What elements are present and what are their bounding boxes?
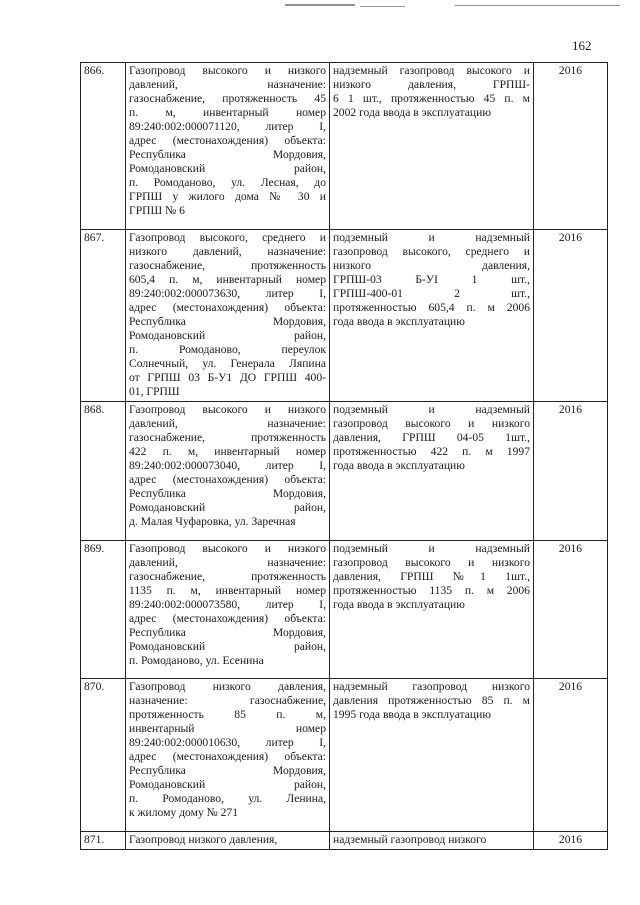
text-line: 01, ГРПШ <box>129 385 180 398</box>
text-line: давлений, назначение: <box>129 556 326 569</box>
year-cell: 2016 <box>534 541 608 679</box>
text-line: давления, ГРПШ 04-05 1шт., <box>333 431 530 444</box>
table-row <box>81 679 608 832</box>
text-line: газоснабжение, протяженность <box>129 431 326 444</box>
text-line: назначение: газоснабжение, <box>129 694 326 707</box>
row-number: 867. <box>81 230 126 402</box>
text-line: ГРПШ у жилого дома № 30 и <box>129 190 326 203</box>
text-line: Ромодановский район, <box>129 501 326 514</box>
text-line: Солнечный, ул. Генерала Ляпина <box>129 357 326 370</box>
text-line: Газопровод высокого и низкого <box>129 403 326 416</box>
text-line: п. Ромоданово, переулок <box>129 343 326 356</box>
text-line: давления протяженностью 85 п. м <box>333 694 530 707</box>
text-line: Республика Мордовия, <box>129 315 326 328</box>
object-description-cell <box>330 541 534 679</box>
table-row <box>81 63 608 230</box>
text-line: Газопровод низкого давления, <box>129 680 326 693</box>
row-number: 866. <box>81 63 126 230</box>
text-line: протяженностью 422 п. м 1997 <box>333 445 530 458</box>
text-line: Республика Мордовия, <box>129 626 326 639</box>
text-line: адрес (местонахождения) объекта: <box>129 750 326 763</box>
property-registry-table <box>80 62 608 850</box>
text-line: Ромодановский район, <box>129 329 326 342</box>
text-line: 89:240:002:000073040, литер I, <box>129 459 326 472</box>
page-number: 162 <box>572 38 592 53</box>
year-cell: 2016 <box>534 402 608 541</box>
text-line: 6 1 шт., протяженностью 45 п. м <box>333 92 530 105</box>
year-cell: 2016 <box>534 230 608 402</box>
text-line: газопровод высокого, среднего и <box>333 245 530 258</box>
text-line: газоснабжение, протяженность 45 <box>129 92 326 105</box>
year-cell: 2016 <box>534 832 608 850</box>
row-number: 871. <box>81 832 126 850</box>
text-line: 89:240:002:000073630, литер I, <box>129 287 326 300</box>
text-line: п. Ромоданово, ул. Лесная, до <box>129 176 326 189</box>
text-line: ГРПШ-400-01 2 шт., <box>333 287 530 300</box>
text-line: подземный и надземный <box>333 231 530 244</box>
text-line: инвентарный номер <box>129 722 326 735</box>
object-description-cell <box>330 63 534 230</box>
text-line: протяженностью 605,4 п. м 2006 <box>333 301 530 314</box>
text-line: подземный и надземный <box>333 542 530 555</box>
object-name-cell <box>126 541 330 679</box>
text-line: протяженностью 1135 п. м 2006 <box>333 584 530 597</box>
text-line: Газопровод высокого и низкого <box>129 542 326 555</box>
text-line: 89:240:002:000073580, литер I, <box>129 598 326 611</box>
text-line: Республика Мордовия, <box>129 764 326 777</box>
text-line: надземный газопровод высокого и <box>333 64 530 77</box>
table-row <box>81 230 608 402</box>
object-name-cell <box>126 63 330 230</box>
object-description-cell <box>330 402 534 541</box>
text-line: 89:240:002:000071120, литер I, <box>129 120 326 133</box>
text-line: низкого давлений, назначение: <box>129 245 326 258</box>
table-row <box>81 541 608 679</box>
text-line: д. Малая Чуфаровка, ул. Заречная <box>129 515 296 528</box>
year-cell: 2016 <box>534 679 608 832</box>
object-description-cell <box>330 230 534 402</box>
text-line: Газопровод высокого и низкого <box>129 64 326 77</box>
text-line: низкого давления, <box>333 259 530 272</box>
text-line: газоснабжение, протяженность <box>129 570 326 583</box>
row-number: 868. <box>81 402 126 541</box>
text-line: надземный газопровод низкого <box>333 680 530 693</box>
text-line: 1995 года ввода в эксплуатацию <box>333 708 491 721</box>
text-line: 1135 п. м, инвентарный номер <box>129 584 326 597</box>
text-line: п. м, инвентарный номер <box>129 106 326 119</box>
text-line: газопровод высокого и низкого <box>333 417 530 430</box>
text-line: газопровод высокого и низкого <box>333 556 530 569</box>
text-line: от ГРПШ 03 Б-У1 ДО ГРПШ 400- <box>129 371 326 384</box>
text-line: газоснабжение, протяженность <box>129 259 326 272</box>
text-line: Газопровод низкого давления, <box>129 833 278 846</box>
object-name-cell <box>126 832 330 850</box>
text-line: протяженность 85 п. м, <box>129 708 326 721</box>
text-line: адрес (местонахождения) объекта: <box>129 134 326 147</box>
scan-artifact-line <box>360 6 405 7</box>
object-name-cell <box>126 402 330 541</box>
text-line: Республика Мордовия, <box>129 148 326 161</box>
year-cell: 2016 <box>534 63 608 230</box>
text-line: 89:240:002:000010630, литер I, <box>129 736 326 749</box>
table-row <box>81 402 608 541</box>
text-line: к жилому дому № 271 <box>129 806 238 819</box>
text-line: 422 п. м, инвентарный номер <box>129 445 326 458</box>
text-line: Республика Мордовия, <box>129 487 326 500</box>
text-line: надземный газопровод низкого <box>333 833 487 846</box>
text-line: Ромодановский район, <box>129 640 326 653</box>
text-line: Ромодановский район, <box>129 778 326 791</box>
text-line: давления, ГРПШ №1 1шт., <box>333 570 530 583</box>
text-line: адрес (местонахождения) объекта: <box>129 301 326 314</box>
text-line: давлений, назначение: <box>129 417 326 430</box>
text-line: низкого давления, ГРПШ- <box>333 78 530 91</box>
text-line: п. Ромоданово, ул. Ленина, <box>129 792 326 805</box>
text-line: давлений, назначение: <box>129 78 326 91</box>
text-line: ГРПШ-03 Б-УI 1 шт., <box>333 273 530 286</box>
table-row <box>81 832 608 850</box>
text-line: адрес (местонахождения) объекта: <box>129 612 326 625</box>
scan-artifact-line <box>455 5 620 6</box>
text-line: Ромодановский район, <box>129 162 326 175</box>
object-description-cell <box>330 832 534 850</box>
text-line: 605,4 п. м, инвентарный номер <box>129 273 326 286</box>
text-line: 2002 года ввода в эксплуатацию <box>333 106 491 119</box>
text-line: адрес (местонахождения) объекта: <box>129 473 326 486</box>
text-line: Газопровод высокого, среднего и <box>129 231 326 244</box>
text-line: п. Ромоданово, ул. Есенина <box>129 654 264 667</box>
text-line: года ввода в эксплуатацию <box>333 459 465 472</box>
object-name-cell <box>126 230 330 402</box>
row-number: 870. <box>81 679 126 832</box>
text-line: подземный и надземный <box>333 403 530 416</box>
text-line: года ввода в эксплуатацию <box>333 315 465 328</box>
row-number: 869. <box>81 541 126 679</box>
object-name-cell <box>126 679 330 832</box>
text-line: года ввода в эксплуатацию <box>333 598 465 611</box>
object-description-cell <box>330 679 534 832</box>
text-line: ГРПШ № 6 <box>129 204 185 217</box>
scan-artifact-line <box>285 4 355 6</box>
